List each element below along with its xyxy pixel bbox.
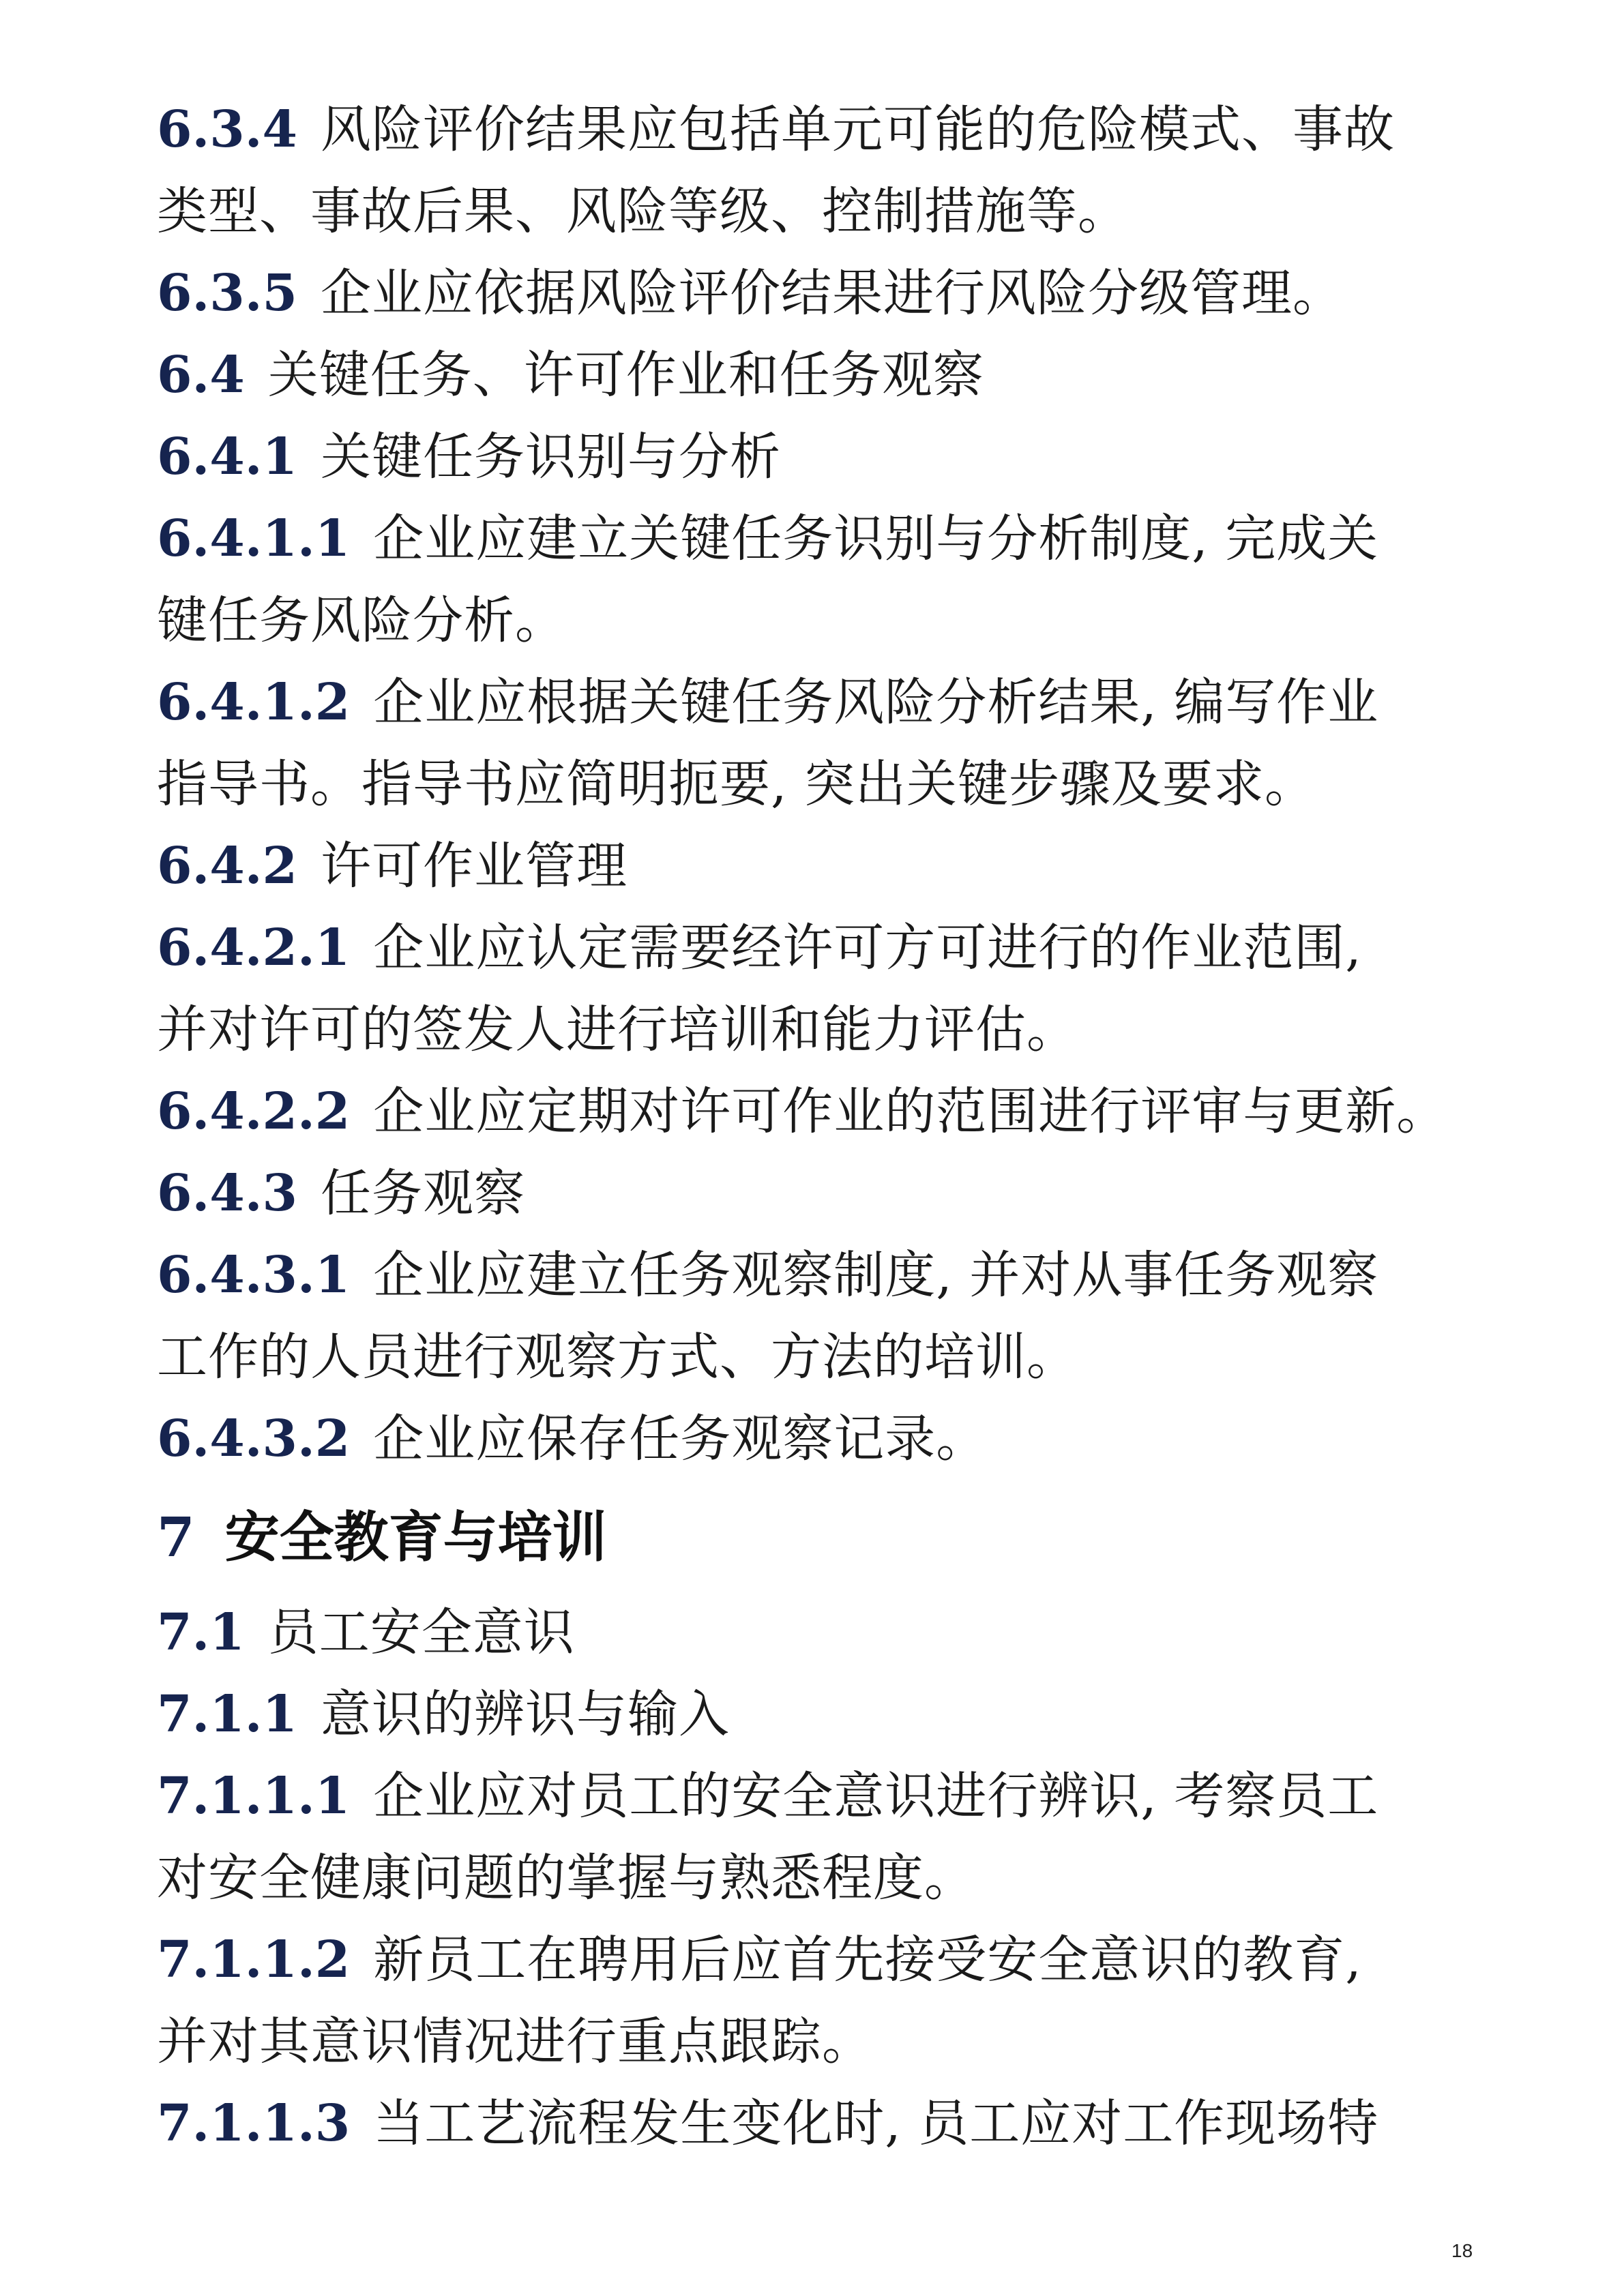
text-line: [157, 416, 1487, 498]
page-number: 18: [1451, 2240, 1473, 2261]
text-line: [157, 498, 1487, 580]
clause-number: 6.3.4: [157, 100, 297, 159]
clause-text: 并对其意识情况进行重点跟踪。: [157, 2012, 873, 2071]
text-line: [157, 1316, 1487, 1398]
clause-number: 6.4.2: [157, 837, 297, 895]
text-line: [157, 1398, 1487, 1480]
document-body: [157, 89, 1487, 2164]
clause-number: 6.4.3.2: [157, 1410, 351, 1468]
clause-text: 任务观察: [321, 1164, 525, 1223]
clause-text: 对安全健康问题的掌握与熟悉程度。: [157, 1849, 975, 1907]
text-line: [157, 1152, 1487, 1234]
text-line: [157, 252, 1487, 334]
text-line: [157, 1919, 1487, 2001]
text-line: [157, 334, 1487, 416]
clause-text: 员工安全意识: [267, 1603, 575, 1662]
text-line: [157, 89, 1487, 170]
text-line: [157, 743, 1487, 825]
text-line: [157, 170, 1487, 252]
clause-text: 企业应保存任务观察记录。: [373, 1410, 988, 1468]
clause-text: 企业应定期对许可作业的范围进行评审与更新。: [373, 1082, 1448, 1141]
clause-text: 许可作业管理: [321, 837, 628, 895]
text-line: [157, 2001, 1487, 2083]
clause-text: 企业应建立任务观察制度, 并对从事任务观察: [373, 1246, 1379, 1304]
text-line: [157, 989, 1487, 1071]
clause-text: 企业应根据关键任务风险分析结果, 编写作业: [373, 673, 1379, 732]
clause-text: 并对许可的签发人进行培训和能力评估。: [157, 1000, 1078, 1059]
chapter-heading: [157, 1489, 1487, 1585]
text-line: [157, 1592, 1487, 1673]
clause-number: 6.4: [157, 346, 245, 404]
text-line: [157, 1071, 1487, 1152]
section-7-block: [157, 1592, 1487, 2164]
clause-number: 6.4.2.2: [157, 1082, 351, 1141]
clause-text: 关键任务识别与分析: [321, 428, 781, 486]
text-line: [157, 825, 1487, 907]
clause-text: 关键任务、许可作业和任务观察: [267, 346, 984, 404]
text-line: [157, 907, 1487, 989]
clause-number: 7.1.1.1: [157, 1767, 351, 1825]
clause-number: 7.1.1.3: [157, 2094, 351, 2153]
clause-text: 类型、事故后果、风险等级、控制措施等。: [157, 182, 1129, 241]
clause-text: 意识的辨识与输入: [321, 1685, 730, 1744]
clause-number: 7.1: [157, 1603, 245, 1662]
text-line: [157, 1673, 1487, 1755]
chapter-title: 安全教育与培训: [224, 1505, 607, 1569]
text-line: [157, 580, 1487, 661]
clause-number: 7.1.1: [157, 1685, 297, 1744]
clause-number: 6.4.1: [157, 428, 297, 486]
section-6-block: [157, 89, 1487, 1480]
clause-number: 6.4.3: [157, 1164, 297, 1223]
clause-number: 6.3.5: [157, 264, 297, 323]
clause-number: 7.1.1.2: [157, 1930, 351, 1989]
clause-text: 当工艺流程发生变化时, 员工应对工作现场特: [373, 2094, 1379, 2153]
text-line: [157, 1755, 1487, 1837]
text-line: [157, 661, 1487, 743]
clause-text: 风险评价结果应包括单元可能的危险模式、事故: [321, 100, 1395, 159]
clause-text: 企业应建立关键任务识别与分析制度, 完成关: [373, 509, 1379, 568]
clause-text: 工作的人员进行观察方式、方法的培训。: [157, 1328, 1078, 1386]
chapter-number: 7: [157, 1505, 195, 1569]
clause-number: 6.4.1.2: [157, 673, 351, 732]
clause-text: 企业应认定需要经许可方可进行的作业范围,: [373, 919, 1362, 977]
clause-text: 指导书。指导书应简明扼要, 突出关键步骤及要求。: [157, 755, 1316, 814]
clause-number: 6.4.3.1: [157, 1246, 351, 1304]
clause-text: 企业应对员工的安全意识进行辨识, 考察员工: [373, 1767, 1379, 1825]
clause-text: 企业应依据风险评价结果进行风险分级管理。: [321, 264, 1344, 323]
clause-text: 新员工在聘用后应首先接受安全意识的教育,: [373, 1930, 1362, 1989]
clause-number: 6.4.2.1: [157, 919, 351, 977]
text-line: [157, 2083, 1487, 2164]
clause-text: 键任务风险分析。: [157, 591, 566, 650]
clause-number: 6.4.1.1: [157, 509, 351, 568]
text-line: [157, 1837, 1487, 1919]
text-line: [157, 1234, 1487, 1316]
